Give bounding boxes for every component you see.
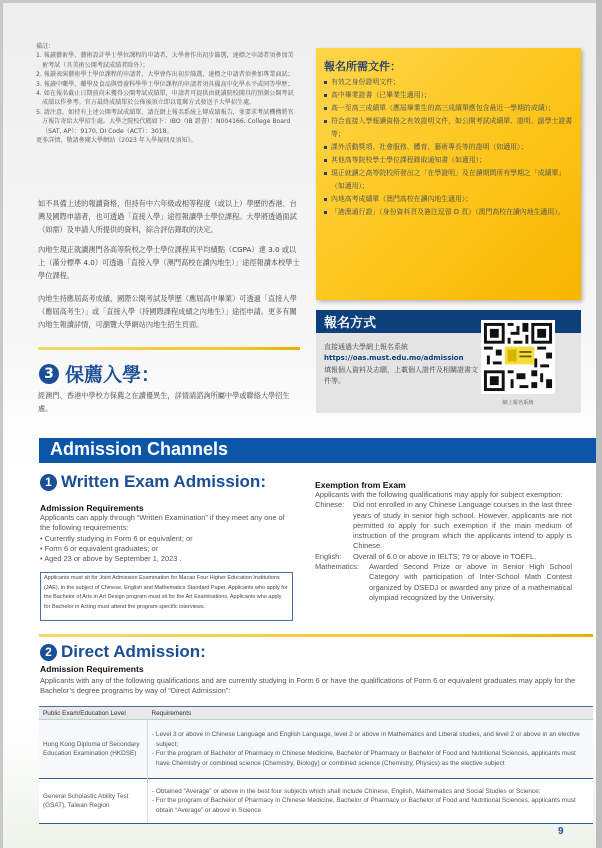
- list-item: • Currently studying in Form 6 or equivalent; or: [40, 533, 193, 543]
- section-title-text: Written Exam Admission:: [61, 472, 266, 491]
- registration-text: [324, 342, 484, 387]
- number-badge: 1: [40, 474, 57, 491]
- exemption-intro: Applicants with the following qualifications may apply for subject exemption:: [315, 490, 563, 499]
- qr-code-icon[interactable]: [481, 320, 555, 394]
- note-item: 2. 報讀表演藝術學士學位課程的申請者，大學會作出初步篩選，達標之申請者須參加專業面試；: [36, 71, 294, 79]
- documents-box: [316, 48, 581, 300]
- note-item: 5. 請注意，如持有上述公開考試成績單，請在網上報名系統上傳成績報告，並要求考試機構將官方報告寄給大學招生處。大學之院校代碼如下：IBO（IB 證書）：N004166, College Board（SAT, AP）：9170, DI Code（ACT）：3018。: [36, 108, 294, 135]
- table-row: [39, 720, 593, 779]
- list-item: 其他高等院校學士學位課程錄取通知書（如適用）；: [324, 154, 574, 167]
- registration-line2: 填報個人資料及志願，上載個人證件及相關證書文件等。: [324, 365, 478, 385]
- notes-title: 備註：: [36, 43, 55, 50]
- registration-title: 報名方式: [324, 316, 377, 331]
- exemption-heading: Exemption from Exam: [315, 480, 406, 490]
- requirements-cell: - Level 3 or above in Chinese Language and English Language, level 2 or above in Mathematics and Liberal studies, and level 2 or above in an elective subject; - For the program of Bachelor of Pharmacy in Chinese Medicine, Bachelor of Pharmacy or Bachelor of Food and Nutritional Sciences, applicants must have Chemistry or combined science (Chemistry, Biology) or combined science (Chemistry, Physics) as the elective subject: [148, 720, 594, 779]
- column-header: Public Exam/Education Level: [39, 707, 148, 720]
- note-item: 1. 報讀藝術學、藝術設計學士學位課程的申請者，大學會作出初步篩選，達標之申請者須參加美術考試（具美術公開考試成績者除外）；: [36, 52, 294, 69]
- requirements-cell: - Obtained “Average” or above in the best four subjects which shall include Chinese, English, Mathematics and Social Studies or Science; - For the program of Bachelor of Pharmacy in Chinese Medicine, Bachelor of Pharmacy or Bachelor of Food and Nutritional Sciences, applicants must obtain “Average” or above in Science: [148, 779, 594, 824]
- list-item: 內地高考成績單（澳門高校在讀內地生適用）；: [324, 193, 574, 206]
- list-item: 課外活動獎項、社會服務、體育、藝術專長等的證明（如適用）；: [324, 141, 574, 154]
- document-page: [3, 3, 596, 848]
- page-number: 9: [558, 826, 564, 837]
- scrollbar[interactable]: [596, 0, 602, 848]
- level-cell: Hong Kong Diploma of Secondary Education Examination (HKDSE): [39, 720, 148, 779]
- exemption-row-chinese: Chinese: Did not enrolled in any Chinese Language courses in the last three years of study in senior high school. However, applicants are not permitted to apply for such exemption if the main medium of instruction of the program which the applicants intend to apply is Chinese.: [315, 500, 572, 551]
- list-item: • Aged 23 or above by September 1, 2023 .: [40, 554, 182, 564]
- table-header-row: [39, 707, 593, 720]
- list-item: 高一至高三成績單（應屆畢業生的高三成績單應包含最近一學期的成績）；: [324, 102, 574, 115]
- column-header: Requirements: [148, 707, 594, 720]
- documents-list: [324, 76, 574, 219]
- banner-title: Admission Channels: [50, 439, 229, 459]
- section-title-recommend: [39, 360, 160, 387]
- registration-url-link[interactable]: https://oas.must.edu.mo/admission: [324, 354, 464, 363]
- paragraph-mainland-macao: 內地生現正就讀澳門各高等院校之學士學位課程其平均績點（CGPA）達 3.0 或以上（滿分標準 4.0）可透過「直接入學（澳門高校在讀內地生）」途徑報讀本校學士學位課程。: [38, 245, 300, 280]
- requirements-table: [39, 706, 593, 824]
- divider: [38, 347, 300, 350]
- notes-more: 更多詳情，敬請參閱大學網站《2023 年入學規則及須知》。: [36, 137, 197, 145]
- note-item: 4. 如在報名截止日期前尚未獲得公開考試成績單，申請者可提供由就讀院校開具的預測公開考試成績以作參考。官方最終成績單於公佈後須立即以電郵方式發送予大學招生處。: [36, 90, 294, 107]
- written-note-box: Applicants must sit for Joint Admission Examination for Macao Four Higher Education Institutions (JAE), in the subject of Chinese, English and Mathematics Standard Paper. Applicants who apply for the Bachelor of Arts in Art Design program must sit for the Art Examinations. Applicants who apply for Bachelor in Acting must attend the program-specific interviews.: [40, 572, 293, 621]
- direct-req-heading: Admission Requirements: [40, 664, 144, 674]
- written-req-intro: Applicants can apply through “Written Examination” if they meet any one of the following requirements:: [40, 513, 285, 533]
- paragraph-mainland-gaokao: 內地生持應屆高考成績、國際公開考試及學歷（應屆高中畢業）可透過「直接入學（應屆高考生）」或「直接入學（持國際課程成績之內地生）」途徑申請。更多有關內地生報讀詳情，可瀏覽大學網站內地生招生頁面。: [38, 294, 297, 329]
- direct-req-intro: Applicants with any of the following qualifications and are currently studying in Form 6 or have the qualifications of Form 6 or equivalent graduates may apply for the Bachelor’s degree programs by way of “Direct Admission”:: [40, 676, 576, 696]
- notes-block: [36, 42, 298, 145]
- exemption-row-mathematics: Mathematics: Awarded Second Prize or above in Senior High School Category with participation of Inter-School Math Contest organized by DSEDJ or awarded any prize of a mathematical olympiad recognized by the University.: [315, 562, 572, 602]
- divider: [39, 634, 593, 637]
- admission-channels-banner: [39, 438, 599, 463]
- number-badge: 3: [39, 364, 59, 384]
- registration-line1: 直接通過大學網上報名系統: [324, 343, 408, 351]
- section-title-text: 保薦入學：: [65, 364, 161, 386]
- number-badge: 2: [40, 644, 57, 661]
- list-item: 高中畢業證書（已畢業生適用）；: [324, 89, 574, 102]
- recommend-text: 經澳門、香港中學校方保薦之在讀優異生，詳情請諮詢所屬中學或聯絡大學招生處。: [38, 391, 290, 413]
- list-item: 符合直接入學報讀資格之有效證明文件，如公開考試成績單、證明、副學士證書等；: [324, 115, 574, 141]
- paragraph-direct-intl: 如不具備上述的報讀資格，但持有中六年級或相等程度（或以上）學歷的香港、台灣及國際申請者，也可透過「直接入學」途徑報讀學士學位課程。大學將透過面試（如需）及申請人所提供的資料，綜合評估錄取的決定。: [38, 199, 297, 234]
- list-item: 有效之身份證明文件；: [324, 76, 574, 89]
- list-item: 現正就讀之高等院校所發出之「在學證明」及在讀期間所有學期之「成績單」（如適用）；: [324, 167, 574, 193]
- list-item: • Form 6 or equivalent graduates; or: [40, 543, 159, 553]
- level-cell: General Scholastic Ability Test (GSAT), Taiwan Region: [39, 779, 148, 824]
- list-item: 「港澳通行證」（身份資料頁及簽注逗留 D 頁）（澳門高校在讀內地生適用）。: [324, 206, 574, 219]
- written-req-body: [40, 513, 295, 564]
- qr-caption: 網上報名系統: [502, 400, 534, 406]
- note-item: 3. 報讀中藥學、藥學及食品與營養科學學士學位課程的申請者須具備高中化學水平或同等學歷；: [36, 80, 294, 88]
- section-title-text: Direct Admission:: [61, 642, 206, 661]
- written-req-heading: Admission Requirements: [40, 503, 144, 513]
- exemption-body: [315, 490, 572, 603]
- documents-title: 報名所需文件：: [324, 60, 401, 73]
- section-title-direct: [40, 642, 206, 662]
- table-row: [39, 779, 593, 824]
- section-title-written: [40, 472, 266, 492]
- exemption-row-english: English: Overall of 6.0 or above in IELTS; 79 or above in TOEFL.: [315, 551, 537, 561]
